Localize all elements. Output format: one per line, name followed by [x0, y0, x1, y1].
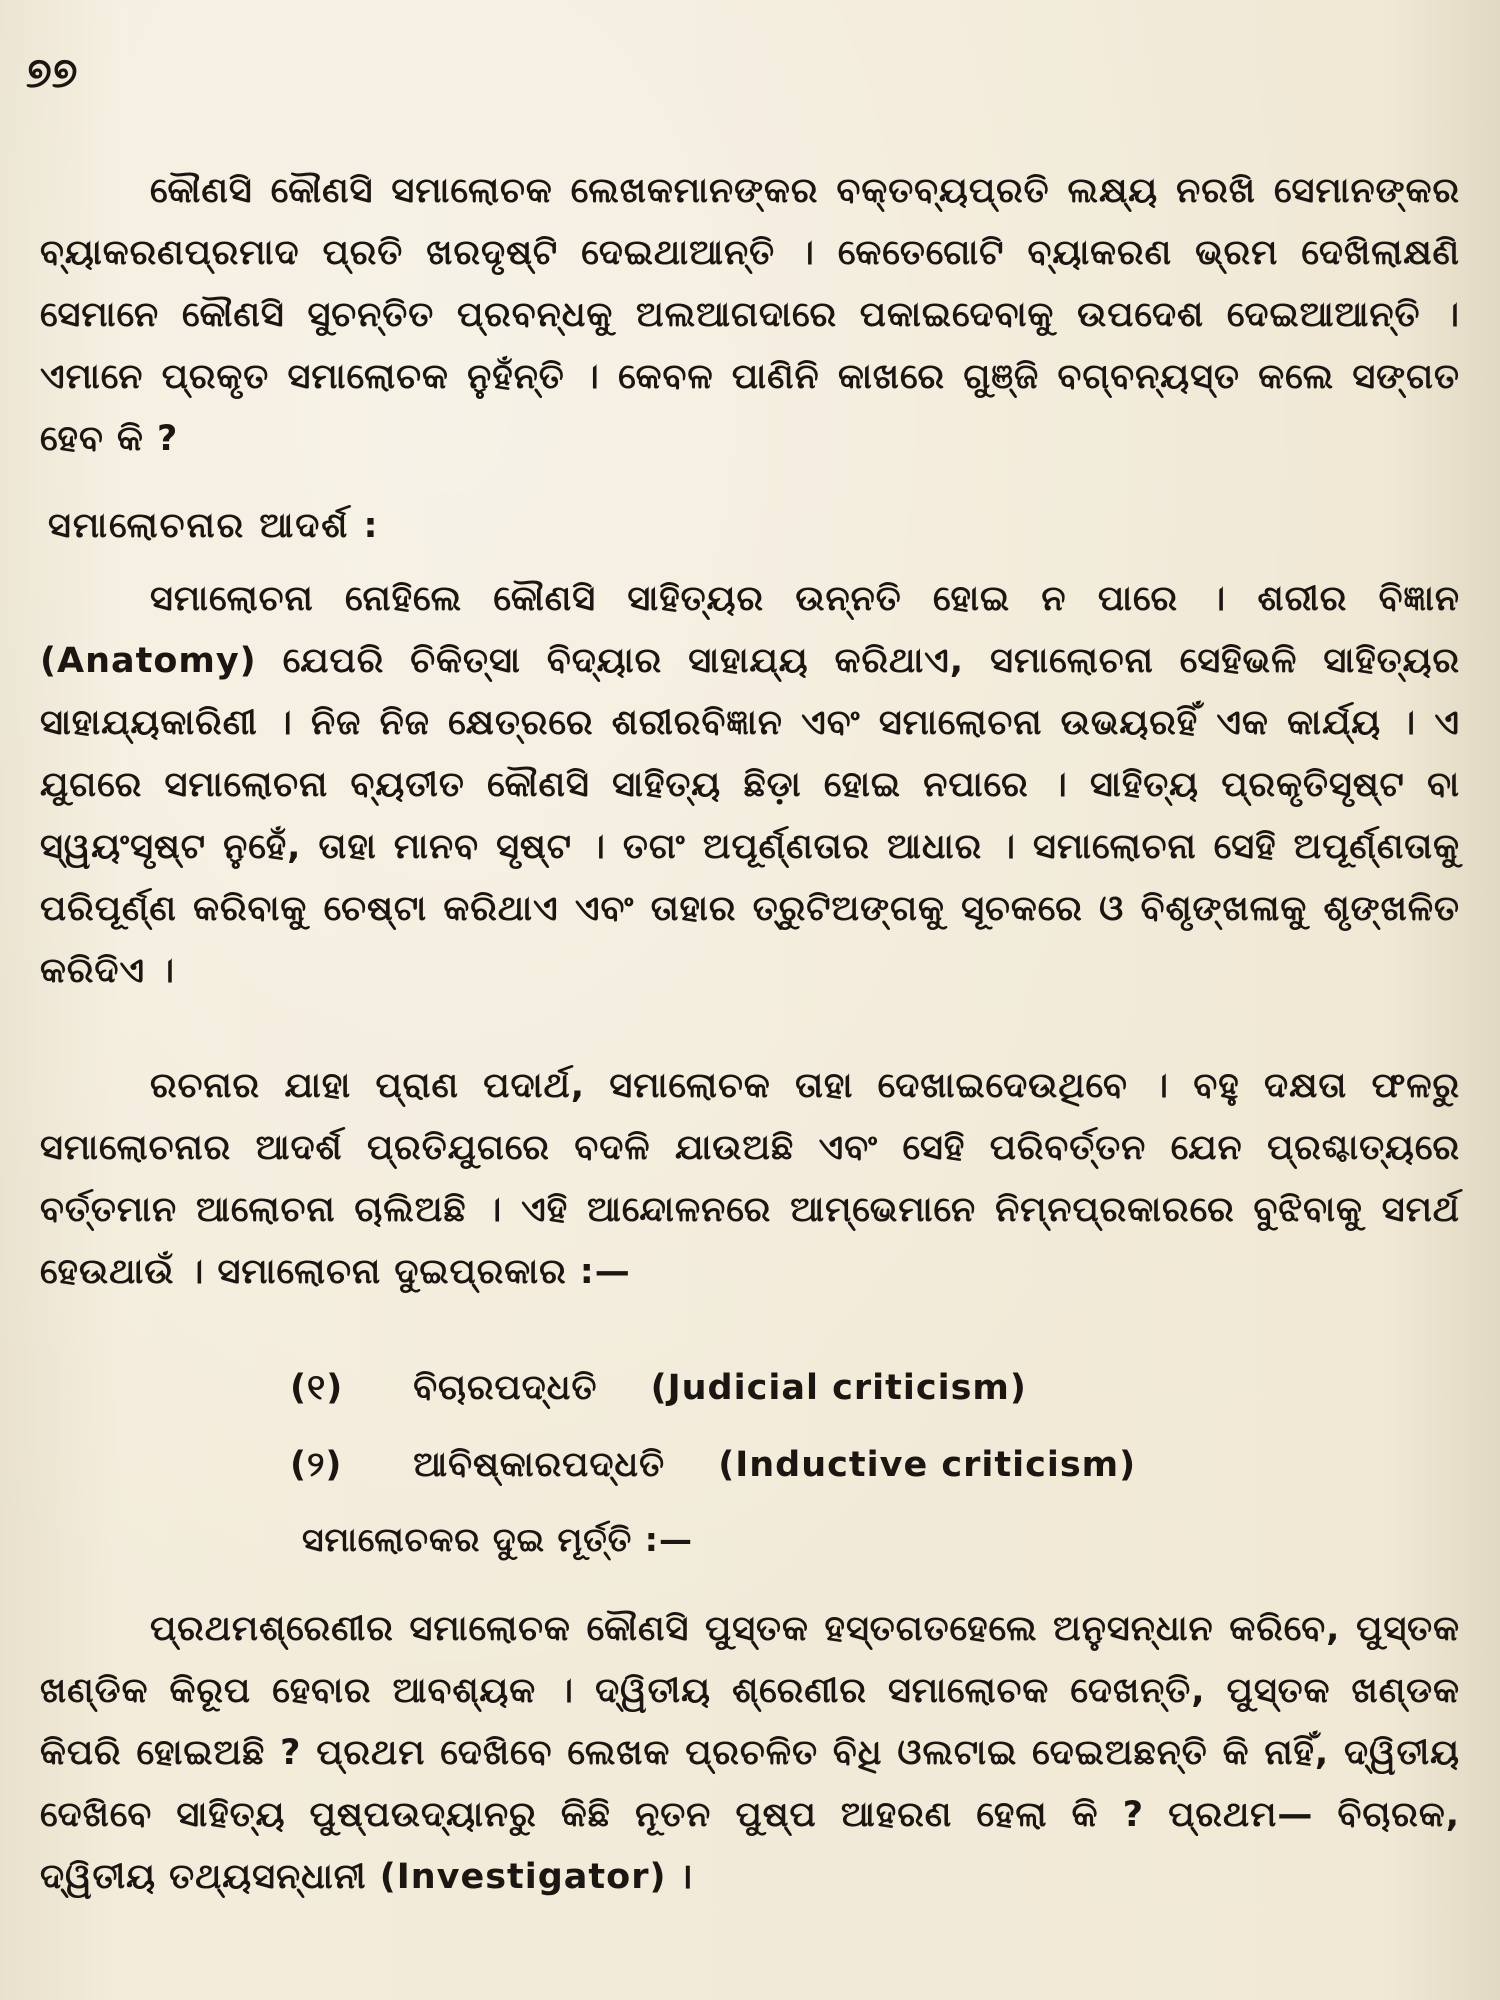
section-heading-ideal: ସମାଲୋଚନାର ଆଦର୍ଶ : — [48, 506, 380, 546]
list-item-name: ବିଚାରପଦ୍ଧତି — [413, 1368, 598, 1408]
list-item-inductive — [290, 1445, 1136, 1485]
list-item-name: ଆବିଷ୍କାରପଦ୍ଧତି — [413, 1445, 666, 1485]
page-number: ୭୭ — [26, 48, 78, 97]
list-item-english: (Judicial criticism) — [650, 1368, 1027, 1408]
paragraph-2 — [40, 568, 1460, 1002]
list-item-number: (୨) — [290, 1445, 343, 1485]
list-item-judicial — [290, 1368, 1027, 1408]
paragraph-1-text: କୌଣସି କୌଣସି ସମାଲୋଚକ ଲେଖକମାନଙ୍କର ବକ୍ତବ୍ୟପ୍ରତି ଲକ୍ଷ୍ୟ ନରଖି ସେମାନଙ୍କର ବ୍ୟାକରଣପ୍ରମାଦ ପ୍ରତି ଖରଦୃଷ୍ଟି ଦେଇଥାଆନ୍ତି । କେତେଗୋଟି ବ୍ୟାକରଣ ଭ୍ରମ ଦେଖିଲାକ୍ଷଣି ସେମାନେ କୌଣସି ସୁଚନ୍ତିତ ପ୍ରବନ୍ଧକୁ ଅଲଆଗଦାରେ ପକାଇଦେବାକୁ ଉପଦେଶ ଦେଇଆଆନ୍ତି । ଏମାନେ ପ୍ରକୃତ ସମାଲୋଚକ ନୁହଁନ୍ତି । କେବଳ ପାଣିନି କାଖରେ ଗୁଞ୍ଜି ବଗ୍‌ବନ୍ୟସ୍ତ କଲେ ସଙ୍ଗତ ହେବ କି ? — [40, 171, 1460, 459]
paragraph-3-text: ରଚନାର ଯାହା ପ୍ରାଣ ପଦାର୍ଥ, ସମାଲୋଚକ ତାହା ଦେଖାଇଦେଉଥିବେ । ବହୁ ଦକ୍ଷତା ଫଳରୁ ସମାଲୋଚନାର ଆଦର୍ଶ ପ୍ରତିଯୁଗରେ ବଦଳି ଯାଉଅଛି ଏବଂ ସେହି ପରିବର୍ତ୍ତନ ଯେନ ପ୍ରଶ୍ଚାତ୍ୟରେ ବର୍ତ୍ତମାନ ଆଲୋଚନା ଚାଲିଅଛି । ଏହି ଆନ୍ଦୋଳନରେ ଆମ୍ଭେମାନେ ନିମ୍ନପ୍ରକାରରେ ବୁଝିବାକୁ ସମର୍ଥ ହେଉଥାଉଁ । ସମାଲୋଚନା ଦୁଇପ୍ରକାର :— — [40, 1066, 1460, 1292]
list-item-number: (୧) — [290, 1368, 344, 1408]
paragraph-4-text: ପ୍ରଥମଶ୍ରେଣୀର ସମାଲୋଚକ କୌଣସି ପୁସ୍ତକ ହସ୍ତଗତହେଲେ ଅନୁସନ୍ଧାନ କରିବେ, ପୁସ୍ତକ ଖଣ୍ଡିକ କିରୂପ ହେବାର ଆବଶ୍ୟକ । ଦ୍ୱିତୀୟ ଶ୍ରେଣୀର ସମାଲୋଚକ ଦେଖନ୍ତି, ପୁସ୍ତକ ଖଣ୍ଡକ କିପରି ହୋଇଅଛି ? ପ୍ରଥମ ଦେଖିବେ ଲେଖକ ପ୍ରଚଳିତ ବିଧି ଓଲଟାଇ ଦେଇଅଛନ୍ତି କି ନାହିଁ, ଦ୍ୱିତୀୟ ଦେଖିବେ ସାହିତ୍ୟ ପୁଷ୍ପଉଦ୍ୟାନରୁ କିଛି ନୂତନ ପୁଷ୍ପ ଆହରଣ ହେଲା କି ? ପ୍ରଥମ— ବିଚାରକ, ଦ୍ୱିତୀୟ ତଥ୍ୟସନ୍ଧାନୀ (Investigator) । — [40, 1609, 1460, 1897]
paragraph-1 — [40, 160, 1460, 470]
section-heading-two-forms: ସମାଲୋଚକର ଦୁଇ ମୂର୍ତ୍ତି :— — [302, 1520, 693, 1559]
paragraph-3 — [40, 1055, 1460, 1303]
paragraph-2-text: ସମାଲୋଚନା ନୋହିଲେ କୌଣସି ସାହିତ୍ୟର ଉନ୍ନତି ହୋଇ ନ ପାରେ । ଶରୀର ବିଜ୍ଞାନ (Anatomy) ଯେପରି ଚିକିତ୍ସା ବିଦ୍ୟାର ସାହାଯ୍ୟ କରିଥାଏ, ସମାଲୋଚନା ସେହିଭଳି ସାହିତ୍ୟର ସାହାଯ୍ୟକାରିଣୀ । ନିଜ ନିଜ କ୍ଷେତ୍ରରେ ଶରୀରବିଜ୍ଞାନ ଏବଂ ସମାଲୋଚନା ଉଭୟରହିଁ ଏକ କାର୍ଯ୍ୟ । ଏ ଯୁଗରେ ସମାଲୋଚନା ବ୍ୟତୀତ କୌଣସି ସାହିତ୍ୟ ଛିଡ଼ା ହୋଇ ନପାରେ । ସାହିତ୍ୟ ପ୍ରକୃତିସୃଷ୍ଟ ବା ସ୍ୱୟଂସୃଷ୍ଟ ନୁହେଁ, ତାହା ମାନବ ସୃଷ୍ଟ । ତଗଂ ଅପୂର୍ଣ୍ଣତାର ଆଧାର । ସମାଲୋଚନା ସେହି ଅପୂର୍ଣ୍ଣତାକୁ ପରିପୂର୍ଣ୍ଣ କରିବାକୁ ଚେଷ୍ଟା କରିଥାଏ ଏବଂ ତାହାର ତ୍ରୁଟିଅଙ୍ଗକୁ ସୂଚକରେ ଓ ବିଶୃଙ୍ଖଳାକୁ ଶୃଙ୍ଖଳିତ କରିଦିଏ । — [40, 579, 1460, 991]
list-item-english: (Inductive criticism) — [718, 1445, 1137, 1485]
paragraph-4 — [40, 1598, 1460, 1908]
